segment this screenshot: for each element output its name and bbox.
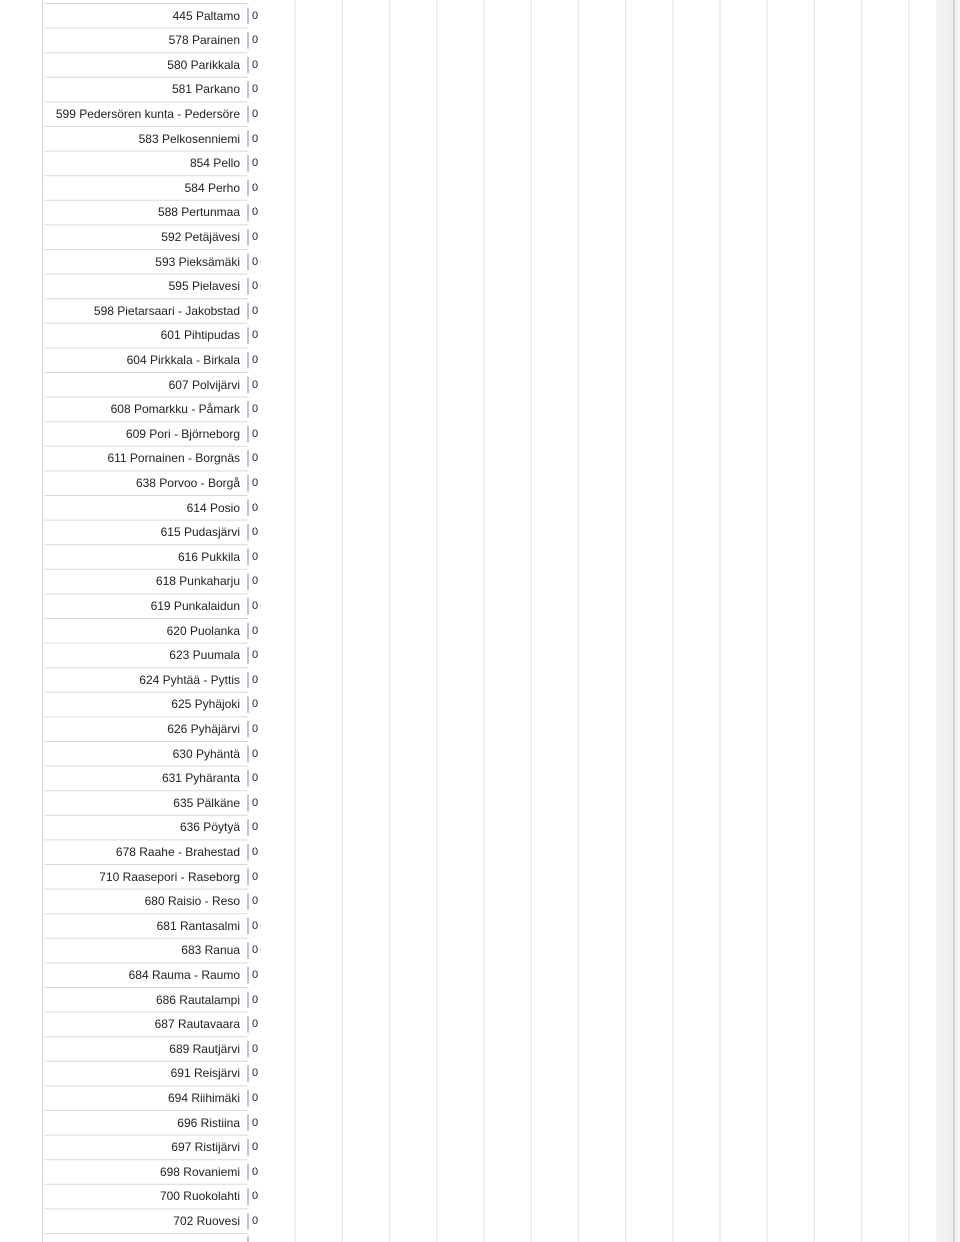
value-label: 0: [252, 378, 259, 391]
value-label: 0: [252, 1116, 259, 1129]
value-label: 0: [252, 1091, 259, 1104]
category-label: 614 Posio: [186, 500, 240, 515]
category-label: 615 Pudasjärvi: [160, 525, 240, 540]
value-label: 0: [252, 772, 259, 785]
category-label: 616 Pukkila: [177, 549, 240, 564]
value-label: 0: [252, 550, 259, 563]
category-label: 698 Rovaniemi: [159, 1164, 240, 1179]
value-label: 0: [252, 747, 259, 760]
value-label: 0: [252, 1165, 259, 1178]
value-label: 0: [252, 993, 259, 1006]
value-label: 0: [252, 599, 259, 612]
category-label: 592 Petäjävesi: [161, 229, 240, 244]
category-label: 623 Puumala: [169, 648, 240, 663]
value-label: 0: [252, 107, 259, 120]
category-label: 696 Ristiina: [177, 1115, 240, 1130]
value-label: 0: [252, 673, 259, 686]
category-label: 854 Pello: [189, 156, 240, 171]
category-label: 598 Pietarsaari - Jakobstad: [93, 303, 240, 318]
category-label: 584 Perho: [184, 180, 240, 195]
category-label: 601 Pihtipudas: [160, 328, 240, 343]
category-label: 631 Pyhäranta: [161, 771, 240, 786]
value-label: 0: [252, 329, 259, 342]
category-label: 625 Pyhäjoki: [171, 697, 240, 712]
value-label: 0: [252, 255, 259, 268]
category-label: 689 Rautjärvi: [169, 1041, 240, 1056]
value-label: 0: [252, 403, 259, 416]
category-label: 609 Pori - Björneborg: [125, 426, 240, 441]
category-label: 710 Raasepori - Raseborg: [99, 869, 240, 884]
value-label: 0: [252, 1141, 259, 1154]
value-label: 0: [252, 1067, 259, 1080]
value-label: 0: [252, 427, 259, 440]
category-label: 700 Ruokolahti: [159, 1189, 240, 1204]
value-label: 0: [252, 58, 259, 71]
category-label: 608 Pomarkku - Påmark: [110, 402, 240, 417]
value-label: 0: [252, 919, 259, 932]
value-label: 0: [252, 452, 259, 465]
category-label: 611 Pornainen - Borgnäs: [107, 451, 240, 466]
category-label: 681 Rantasalmi: [156, 918, 240, 933]
category-label: 678 Raahe - Brahestad: [115, 844, 240, 859]
category-label: 694 Riihimäki: [167, 1090, 240, 1105]
value-label: 0: [252, 1042, 259, 1055]
category-label: 604 Pirkkala - Birkala: [126, 352, 240, 367]
right-edge-line: [953, 0, 955, 1242]
category-label: 691 Reisjärvi: [170, 1066, 240, 1081]
category-label: 636 Pöytyä: [179, 820, 240, 835]
value-label: 0: [252, 796, 259, 809]
value-label: 0: [252, 526, 259, 539]
category-label: 702 Ruovesi: [173, 1213, 240, 1228]
category-label: 626 Pyhäjärvi: [167, 721, 240, 736]
value-label: 0: [252, 1018, 259, 1031]
value-label: 0: [252, 501, 259, 514]
category-label: 638 Porvoo - Borgå: [135, 475, 240, 490]
category-label: 607 Polvijärvi: [168, 377, 240, 392]
right-edge-shadow: [936, 0, 960, 1242]
value-label: 0: [252, 845, 259, 858]
category-label: 581 Parkano: [171, 82, 240, 97]
category-label: 580 Parikkala: [167, 57, 240, 72]
category-label: 618 Punkaharju: [155, 574, 240, 589]
category-label: 697 Ristijärvi: [171, 1140, 240, 1155]
value-label: 0: [252, 230, 259, 243]
value-label: 0: [252, 1214, 259, 1227]
value-label: 0: [252, 722, 259, 735]
value-label: 0: [252, 698, 259, 711]
category-label: 593 Pieksämäki: [155, 254, 240, 269]
category-label: 624 Pyhtää - Pyttis: [139, 672, 240, 687]
value-label: 0: [252, 575, 259, 588]
category-label: 630 Pyhäntä: [172, 746, 240, 761]
value-label: 0: [252, 353, 259, 366]
value-label: 0: [252, 157, 259, 170]
value-label: 0: [252, 821, 259, 834]
value-label: 0: [252, 280, 259, 293]
category-label: 583 Pelkosenniemi: [138, 131, 240, 146]
value-label: 0: [252, 944, 259, 957]
category-label: 687 Rautavaara: [154, 1017, 240, 1032]
value-label: 0: [252, 83, 259, 96]
value-label: 0: [252, 649, 259, 662]
category-label: 445 Paltamo: [172, 8, 240, 23]
value-label: 0: [252, 206, 259, 219]
category-label: 680 Raisio - Reso: [144, 894, 240, 909]
category-label: 620 Puolanka: [166, 623, 240, 638]
category-label: 684 Rauma - Raumo: [128, 967, 240, 982]
value-label: 0: [252, 1190, 259, 1203]
value-label: 0: [252, 476, 259, 489]
value-label: 0: [252, 624, 259, 637]
category-label: 588 Pertunmaa: [157, 205, 240, 220]
category-label: 619 Punkalaidun: [150, 598, 240, 613]
value-label: 0: [252, 870, 259, 883]
value-label: 0: [252, 34, 259, 47]
category-label: 595 Pielavesi: [168, 279, 240, 294]
value-label: 0: [252, 132, 259, 145]
value-label: 0: [252, 968, 259, 981]
value-label: 0: [252, 9, 259, 22]
category-label: 683 Ranua: [181, 943, 240, 958]
value-label: 0: [252, 181, 259, 194]
value-label: 0: [252, 304, 259, 317]
category-label: 635 Pälkäne: [173, 795, 240, 810]
category-label: 686 Rautalampi: [155, 992, 240, 1007]
category-label: 578 Parainen: [168, 33, 240, 48]
value-label: 0: [252, 895, 259, 908]
category-label: 599 Pedersören kunta - Pedersöre: [55, 106, 240, 121]
